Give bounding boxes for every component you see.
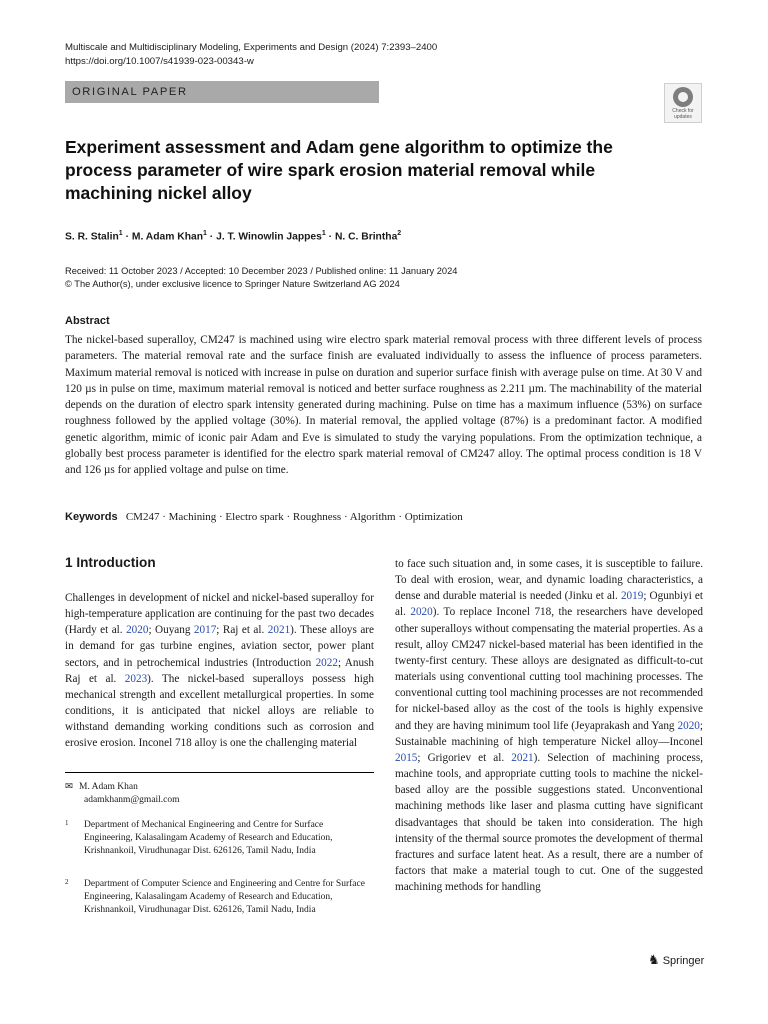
keywords-label: Keywords bbox=[65, 511, 118, 523]
contact-name: M. Adam Khan bbox=[79, 782, 138, 792]
citation-link[interactable]: 2015 bbox=[395, 751, 418, 764]
body-text: ; Anush Raj et al. bbox=[65, 656, 374, 685]
body-text: ; Raj et al. bbox=[216, 624, 268, 637]
contact-email[interactable]: adamkhanm@gmail.com bbox=[84, 795, 180, 805]
citation-link[interactable]: 2020 bbox=[126, 624, 149, 637]
abstract-text: The nickel-based superalloy, CM247 is machined using wire electro spark material removal process with three different levels of process parameters. The material removal rate and the surface finish are evaluated individually to assess the influence of process parameters. Maximum material removal is noticed with increase in pulse on duration and superior surface finish with average pulse on time. At 30 V and 120 µs in pulse on time, maximum material removal is noticed and better surface roughness as 2.211 µm. The machinability of the material depends on the duration of electro spark intensity generated during machining. Pulse on time has a maximum influence (53%) on surface roughness followed by the applied voltage (30%). In material removal, the applied voltage (87%) is a predominant factor. A modified genetic algorithm, mimic of iconic pair Adam and Eve is simulated to study the varying populations. From the optimization technique, a globally best process parameter is identified for the electro spark material removal of CM247 alloy. The optimal process condition is 18 V and 126 µs for applied voltage and pulse on time. bbox=[65, 334, 702, 477]
body-text: ). The nickel-based superalloys possess high mechanical strength and excellent metallurgical properties. In some conditions, it is anticipated that nickel alloys are reliable to withstand demanding working conditions such as corrosion and erosive erosion. Inconel 718 alloy is one the challenging material bbox=[65, 672, 374, 750]
body-text: ). These alloys are in demand for gas turbine engines, aviation sector, power plant sectors, and in petrochemical industries (Introduction bbox=[65, 624, 374, 669]
check-for-updates-badge[interactable] bbox=[664, 83, 702, 123]
author-affiliation-mark: 1 bbox=[321, 230, 326, 237]
citation-link[interactable]: 2019 bbox=[620, 590, 644, 603]
citation-link[interactable]: 2022 bbox=[315, 656, 338, 669]
body-text: ; Ouyang bbox=[148, 624, 194, 637]
author-name[interactable]: M. Adam Khan bbox=[131, 231, 204, 243]
affiliation-2 bbox=[65, 878, 365, 917]
copyright-line: © The Author(s), under exclusive licence to Springer Nature Switzerland AG 2024 bbox=[65, 279, 400, 289]
body-column-right bbox=[395, 556, 703, 895]
citation-link[interactable]: 2021 bbox=[267, 624, 291, 637]
author-name[interactable]: J. T. Winowlin Jappes bbox=[216, 231, 322, 243]
keywords-line bbox=[65, 510, 463, 524]
affiliation-number: 1 bbox=[65, 819, 69, 827]
check-for-updates-label: Check for updates bbox=[672, 108, 694, 120]
section-heading-introduction: 1 Introduction bbox=[65, 555, 156, 570]
doi-link[interactable]: https://doi.org/10.1007/s41939-023-00343-w bbox=[65, 56, 254, 67]
body-text: ). Selection of machining process, machine tools, and appropriate cutting tools to machine the nickel-based alloy are the possible suggestions stated. Unconventional machining methods like laser and plasma cutting have significant disadvantages that should be taken into consideration. The high intensity of the thermal source promotes the development of thermal fractures and surface latent heat. As a result, there are a number of factors that make a material tough to cut. One of the suggested machining methods for handling bbox=[395, 751, 703, 894]
author-affiliation-mark: 2 bbox=[397, 230, 402, 237]
history-dates: Received: 11 October 2023 / Accepted: 10 December 2023 / Published online: 11 January 2024 bbox=[65, 266, 458, 276]
body-text: ; Grigoriev et al. bbox=[417, 751, 512, 764]
author-affiliation-mark: 1 bbox=[118, 230, 123, 237]
affiliation-text: Department of Mechanical Engineering and Centre for Surface Engineering, Kalasalingam Academy of Research and Education, Krishnankoil, Virudhunagar Dist. 626126, Tamil Nadu, India bbox=[84, 820, 333, 856]
body-text: ). To replace Inconel 718, the researchers have developed other superalloys without compensating the material properties. As a result, alloy CM247 nickel-based material has been identified in the twenty-first century. These alloys are designated as difficult-to-cut materials using conventional cutting tool machining processes. The conventional cutting tool machining processes are not recommended for nickel-based alloy as the cost of the tools is highly expensive and they are having minimum tool life (Jeyaprakash and Yang bbox=[395, 606, 703, 732]
author-name[interactable]: N. C. Brintha bbox=[334, 231, 398, 243]
keywords-list: CM247 · Machining · Electro spark · Roughness · Algorithm · Optimization bbox=[125, 511, 463, 523]
citation-link[interactable]: 2021 bbox=[511, 751, 534, 764]
author-affiliation-mark: 1 bbox=[203, 230, 207, 237]
journal-citation bbox=[65, 41, 437, 69]
publication-dates bbox=[65, 265, 457, 291]
affiliation-1 bbox=[65, 819, 365, 858]
journal-name: Multiscale and Multidisciplinary Modeling, Experiments and Design (2024) 7:2393–2400 bbox=[65, 42, 438, 53]
affiliation-text: Department of Computer Science and Engineering and Centre for Surface Engineering, Kalasalingam Academy of Research and Education, Krishnankoil, Virudhunagar Dist. 626126, Tamil Nadu, India bbox=[84, 879, 365, 915]
corresponding-author bbox=[65, 781, 180, 807]
body-text: ; Ogunbiyi et al. bbox=[395, 590, 703, 619]
body-text: to face such situation and, in some cases, it is susceptible to failure. To deal with erosion, wear, and dynamic loading characteristics, a dense and durable material is needed (Jinku et al. bbox=[395, 558, 703, 603]
check-for-updates-icon bbox=[673, 87, 693, 107]
body-text: Challenges in development of nickel and nickel-based superalloy for high-temperature application are continuing for the past two decades (Hardy et al. bbox=[65, 592, 374, 637]
citation-link[interactable]: 2023 bbox=[124, 672, 148, 685]
abstract-heading: Abstract bbox=[65, 315, 110, 327]
body-column-left bbox=[65, 590, 374, 752]
paper-type-label: ORIGINAL PAPER bbox=[65, 81, 379, 103]
body-text: ; Sustainable machining of high temperature Nickel alloy—Inconel bbox=[395, 719, 703, 748]
citation-link[interactable]: 2020 bbox=[677, 719, 700, 732]
author-list: S. R. Stalin$^1$ · M. Adam Khan$^1$ · J. T. Winowlin Jappes$^1$ · N. C. Brintha$^2$ bbox=[65, 230, 402, 243]
footnote-divider bbox=[65, 772, 374, 773]
paper-title: Experiment assessment and Adam gene algorithm to optimize the process parameter of wire spark erosion material removal while machining nickel alloy bbox=[65, 137, 613, 203]
author-name[interactable]: S. R. Stalin bbox=[65, 231, 119, 243]
envelope-icon: ✉ bbox=[65, 782, 73, 792]
affiliation-number: 2 bbox=[65, 878, 69, 886]
publisher-name: Springer bbox=[662, 955, 705, 967]
citation-link[interactable]: 2017 bbox=[193, 624, 217, 637]
springer-horse-icon: ♞ bbox=[648, 952, 660, 967]
citation-link[interactable]: 2020 bbox=[410, 606, 433, 619]
publisher-logo bbox=[648, 952, 704, 968]
